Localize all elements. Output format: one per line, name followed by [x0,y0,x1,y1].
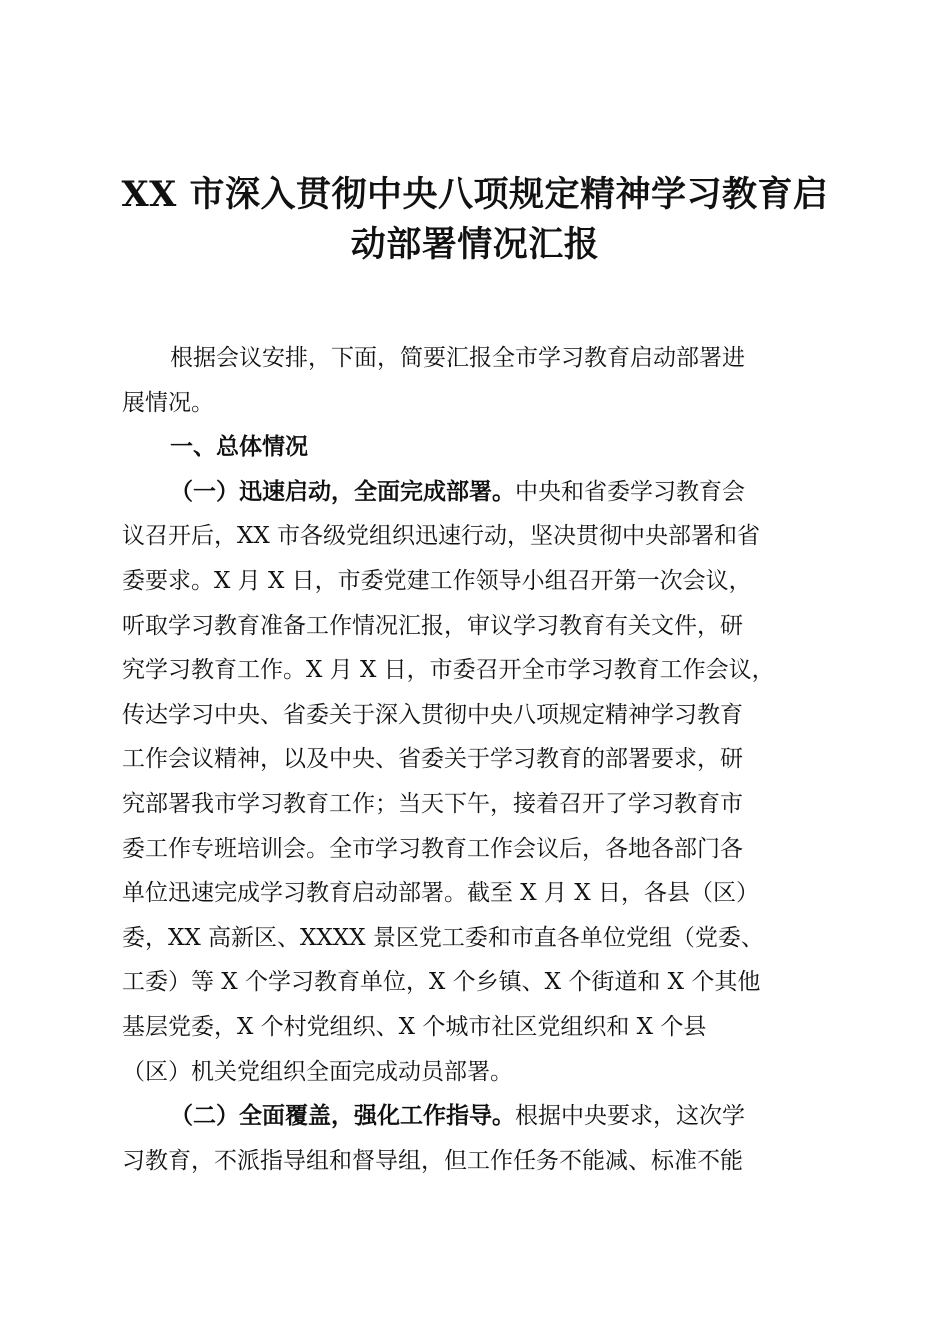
subheading-quick-start: （一）迅速启动，全面完成部署。 [170,477,515,505]
paragraph-line: 工作会议精神，以及中央、省委关于学习教育的部署要求，研 [122,746,743,773]
paragraph-line [122,1094,832,1139]
paragraph-line: 工委）等 X 个学习教育单位，X 个乡镇、X 个街道和 X 个其他 [122,969,761,996]
document-body [122,336,832,1183]
paragraph-line: 究学习教育工作。X 月 X 日，市委召开全市学习教育工作会议， [122,657,775,684]
intro-line-1: 根据会议安排，下面，简要汇报全市学习教育启动部署进 [170,345,745,371]
paragraph-line [122,470,832,515]
paragraph-line: （区）机关党组织全面完成动员部署。 [122,1058,513,1085]
section-heading-overall: 一、总体情况 [170,433,308,461]
paragraph-line: 委要求。X 月 X 日，市委党建工作领导小组召开第一次会议， [122,567,752,594]
paragraph-full-coverage [122,1094,832,1183]
paragraph-text: 中央和省委学习教育会 [515,478,745,505]
paragraph-line: 委，XX 高新区、XXXX 景区党工委和市直各单位党组（党委、 [122,924,764,951]
paragraph-line: 基层党委，X 个村党组织、X 个城市社区党组织和 X 个县 [122,1013,707,1040]
paragraph-line: 传达学习中央、省委关于深入贯彻中央八项规定精神学习教育 [122,701,743,728]
title-line-2: 动部署情况汇报 [350,224,600,265]
paragraph-line: 习教育，不派指导组和督导组，但工作任务不能减、标准不能 [122,1147,743,1174]
subheading-full-coverage: （二）全面覆盖，强化工作指导。 [170,1102,515,1130]
paragraph-quick-start [122,470,832,1094]
intro-line-2: 展情况。 [122,389,214,416]
paragraph-line: 议召开后，XX 市各级党组织迅速行动，坚决贯彻中央部署和省 [122,523,761,550]
paragraph-text: 根据中央要求，这次学 [515,1103,745,1130]
paragraph-line: 委工作专班培训会。全市学习教育工作会议后，各地各部门各 [122,835,743,862]
paragraph-line: 听取学习教育准备工作情况汇报，审议学习教育有关文件，研 [122,612,743,639]
paragraph-line: 究部署我市学习教育工作；当天下午，接着召开了学习教育市 [122,790,743,817]
paragraph-line: 单位迅速完成学习教育启动部署。截至 X 月 X 日，各县（区） [122,880,759,907]
document-title [100,170,850,270]
intro-paragraph [122,336,832,425]
title-line-1: XX 市深入贯彻中央八项规定精神学习教育启 [121,174,829,215]
